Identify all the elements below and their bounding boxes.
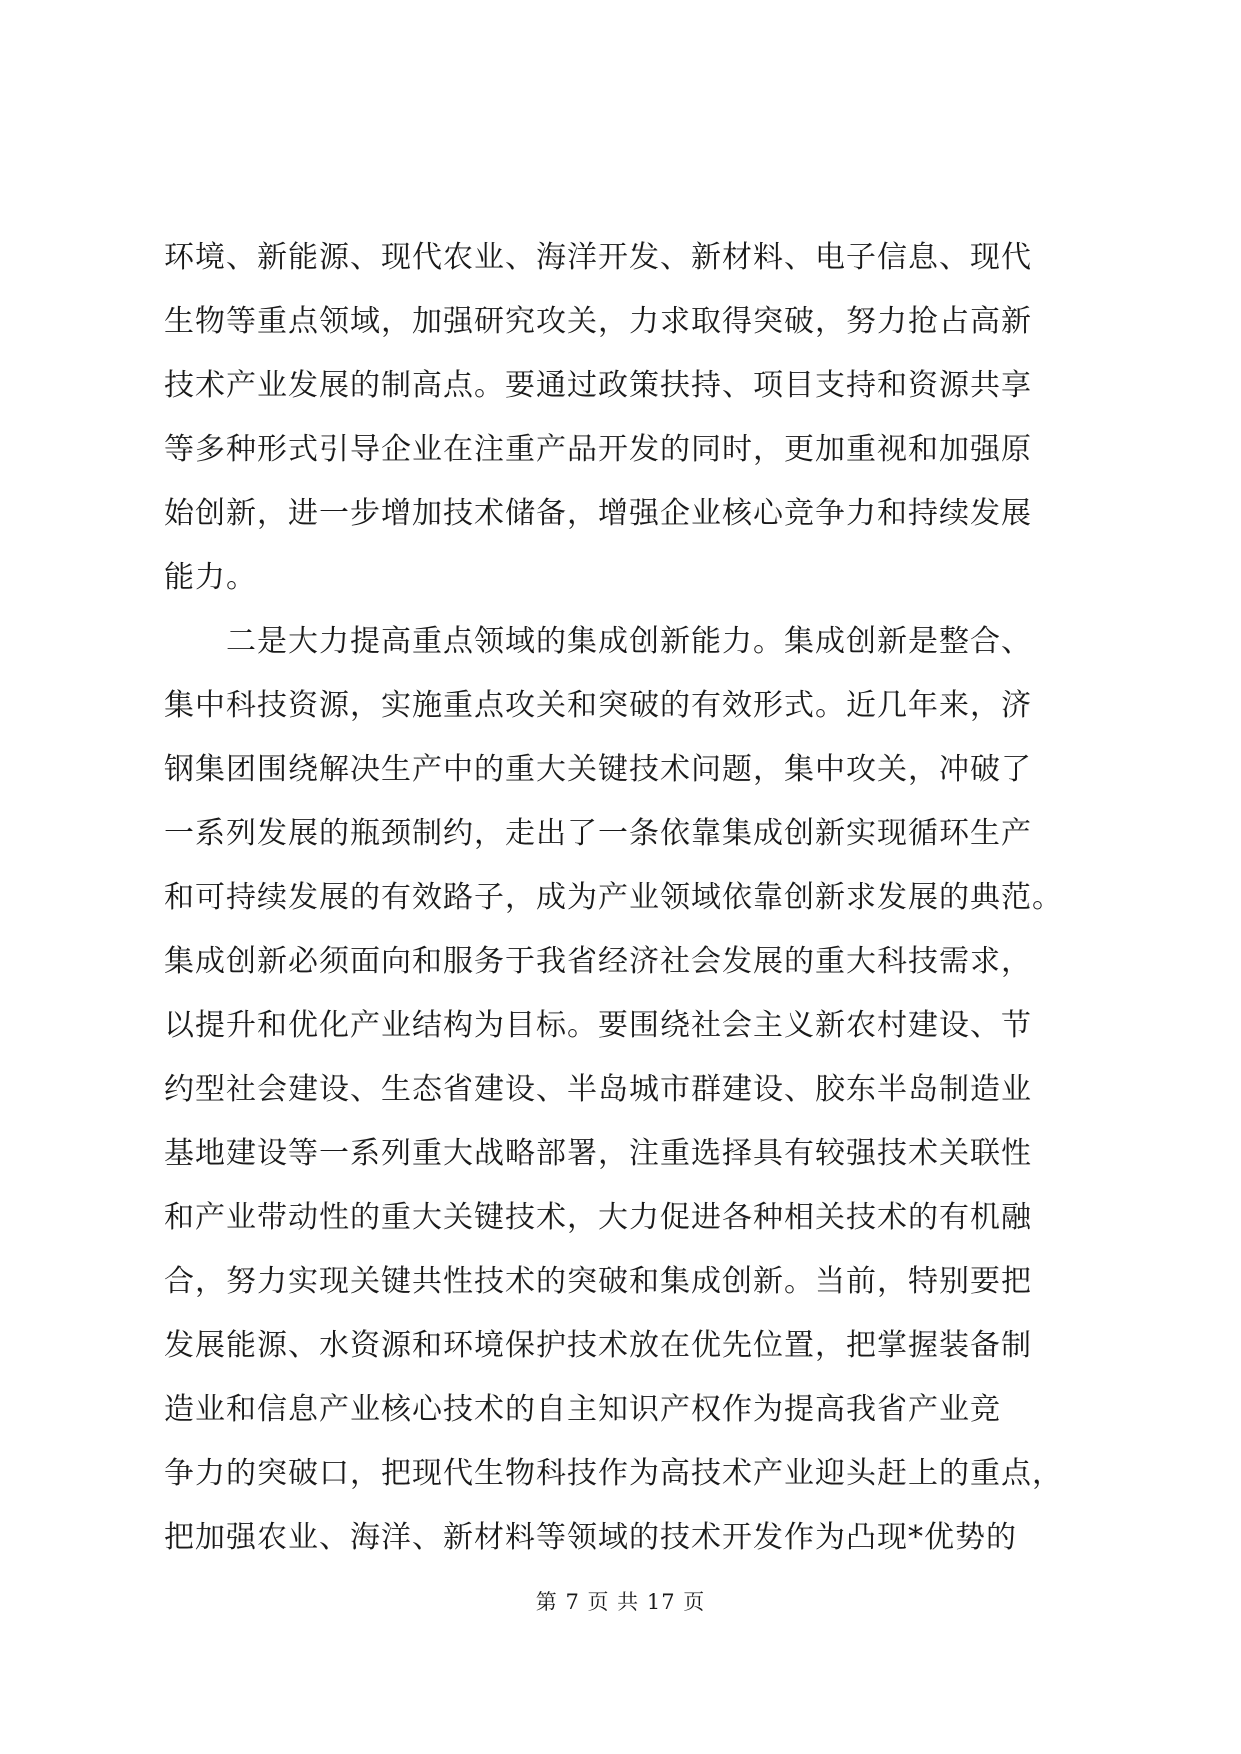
text-line: 把加强农业、海洋、新材料等领域的技术开发作为凸现*优势的 — [164, 1520, 1017, 1555]
text-line: 集中科技资源，实施重点攻关和突破的有效形式。近几年来，济 — [164, 688, 1032, 723]
text-line: 造业和信息产业核心技术的自主知识产权作为提高我省产业竞 — [164, 1392, 1001, 1427]
text-line: 约型社会建设、生态省建设、半岛城市群建设、胶东半岛制造业 — [164, 1072, 1032, 1107]
text-line: 基地建设等一系列重大战略部署，注重选择具有较强技术关联性 — [164, 1136, 1032, 1171]
text-line: 和可持续发展的有效路子，成为产业领域依靠创新求发展的典范。 — [164, 880, 1063, 915]
text-line: 和产业带动性的重大关键技术，大力促进各种相关技术的有机融 — [164, 1200, 1032, 1235]
text-line: 生物等重点领域，加强研究攻关，力求取得突破，努力抢占高新 — [164, 304, 1032, 339]
text-line: 钢集团围绕解决生产中的重大关键技术问题，集中攻关，冲破了 — [164, 752, 1032, 787]
page-number-footer: 第 7 页 共 17 页 — [535, 1590, 706, 1614]
text-line: 始创新，进一步增加技术储备，增强企业核心竞争力和持续发展 — [164, 496, 1032, 531]
text-line: 合，努力实现关键共性技术的突破和集成创新。当前，特别要把 — [164, 1264, 1032, 1299]
text-line: 能力。 — [164, 560, 257, 595]
body-text — [164, 226, 1076, 1570]
text-line: 发展能源、水资源和环境保护技术放在优先位置，把掌握装备制 — [164, 1328, 1032, 1363]
text-line: 环境、新能源、现代农业、海洋开发、新材料、电子信息、现代 — [164, 240, 1032, 275]
text-line: 等多种形式引导企业在注重产品开发的同时，更加重视和加强原 — [164, 432, 1032, 467]
text-line: 一系列发展的瓶颈制约，走出了一条依靠集成创新实现循环生产 — [164, 816, 1032, 851]
text-line: 争力的突破口，把现代生物科技作为高技术产业迎头赶上的重点， — [164, 1456, 1063, 1491]
text-line: 集成创新必须面向和服务于我省经济社会发展的重大科技需求， — [164, 944, 1032, 979]
text-line: 以提升和优化产业结构为目标。要围绕社会主义新农村建设、节 — [164, 1008, 1032, 1043]
text-line: 二是大力提高重点领域的集成创新能力。集成创新是整合、 — [164, 624, 1032, 659]
text-line: 技术产业发展的制高点。要通过政策扶持、项目支持和资源共享 — [164, 368, 1032, 403]
